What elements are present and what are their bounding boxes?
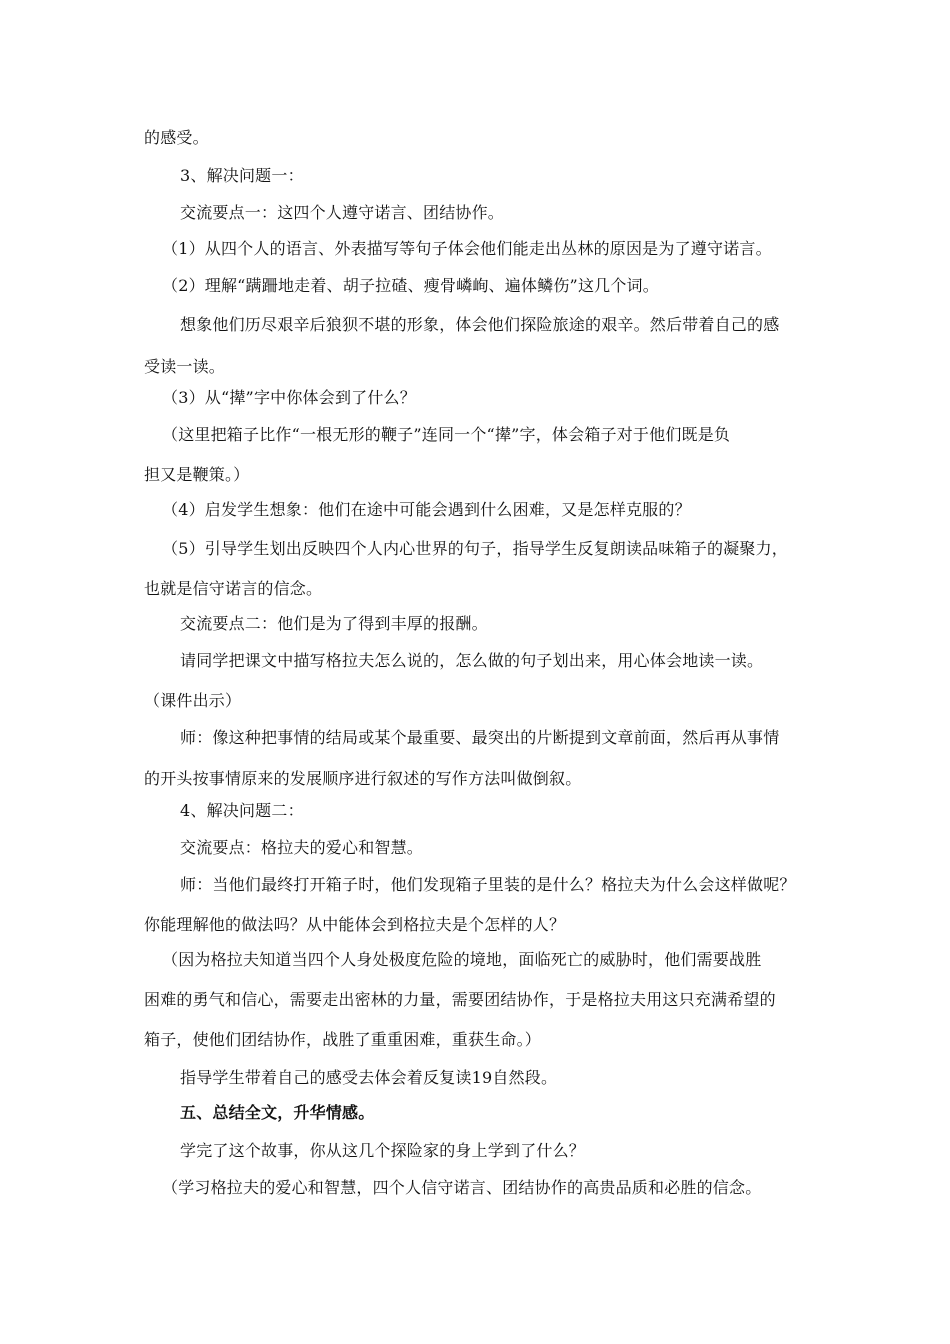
text-line: 师：像这种把事情的结局或某个最重要、最突出的片断提到文章前面，然后再从事情	[180, 728, 780, 747]
text-line: 的感受。	[144, 128, 209, 147]
text-line: （4）启发学生想象：他们在途中可能会遇到什么困难，又是怎样克服的？	[162, 500, 691, 519]
text-line: 你能理解他的做法吗？从中能体会到格拉夫是个怎样的人？	[144, 915, 566, 934]
text-line: 的开头按事情原来的发展顺序进行叙述的写作方法叫做倒叙。	[144, 769, 582, 788]
text-line: （2）理解“蹒跚地走着、胡子拉碴、瘦骨嶙峋、遍体鳞伤”这几个词。	[162, 276, 659, 295]
text-line: 请同学把课文中描写格拉夫怎么说的，怎么做的句子划出来，用心体会地读一读。	[180, 651, 764, 670]
text-line: 4、解决问题二：	[180, 801, 304, 820]
text-line: （5）引导学生划出反映四个人内心世界的句子，指导学生反复朗读品味箱子的凝聚力，	[162, 539, 788, 558]
text-line: 受读一读。	[144, 357, 226, 376]
text-line: （这里把箱子比作“一根无形的鞭子”连同一个“撵”字，体会箱子对于他们既是负	[162, 425, 731, 444]
text-line: 交流要点：格拉夫的爱心和智慧。	[180, 838, 424, 857]
text-line: 交流要点一：这四个人遵守诺言、团结协作。	[180, 203, 505, 222]
text-line: 也就是信守诺言的信念。	[144, 579, 323, 598]
text-line: 箱子，使他们团结协作，战胜了重重困难，重获生命。）	[144, 1030, 542, 1049]
text-line: 学完了这个故事，你从这几个探险家的身上学到了什么？	[180, 1141, 586, 1160]
text-line: （学习格拉夫的爱心和智慧，四个人信守诺言、团结协作的高贵品质和必胜的信念。	[162, 1178, 762, 1197]
text-line: 师：当他们最终打开箱子时，他们发现箱子里装的是什么？格拉夫为什么会这样做呢？	[180, 875, 796, 894]
text-line: （1）从四个人的语言、外表描写等句子体会他们能走出丛林的原因是为了遵守诺言。	[162, 239, 772, 258]
section-heading: 五、总结全文，升华情感。	[180, 1103, 375, 1122]
text-line: 想象他们历尽艰辛后狼狈不堪的形象，体会他们探险旅途的艰辛。然后带着自己的感	[180, 315, 780, 334]
text-line: 3、解决问题一：	[180, 166, 304, 185]
text-line: （因为格拉夫知道当四个人身处极度危险的境地，面临死亡的威胁时，他们需要战胜	[162, 950, 762, 969]
text-line: （课件出示）	[144, 691, 242, 710]
text-line: 困难的勇气和信心，需要走出密林的力量，需要团结协作，于是格拉夫用这只充满希望的	[144, 990, 776, 1009]
text-line: 交流要点二：他们是为了得到丰厚的报酬。	[180, 614, 488, 633]
text-line: （3）从“撵”字中你体会到了什么？	[162, 388, 416, 407]
text-line: 指导学生带着自己的感受去体会着反复读19自然段。	[180, 1068, 558, 1087]
text-line: 担又是鞭策。）	[144, 465, 250, 484]
